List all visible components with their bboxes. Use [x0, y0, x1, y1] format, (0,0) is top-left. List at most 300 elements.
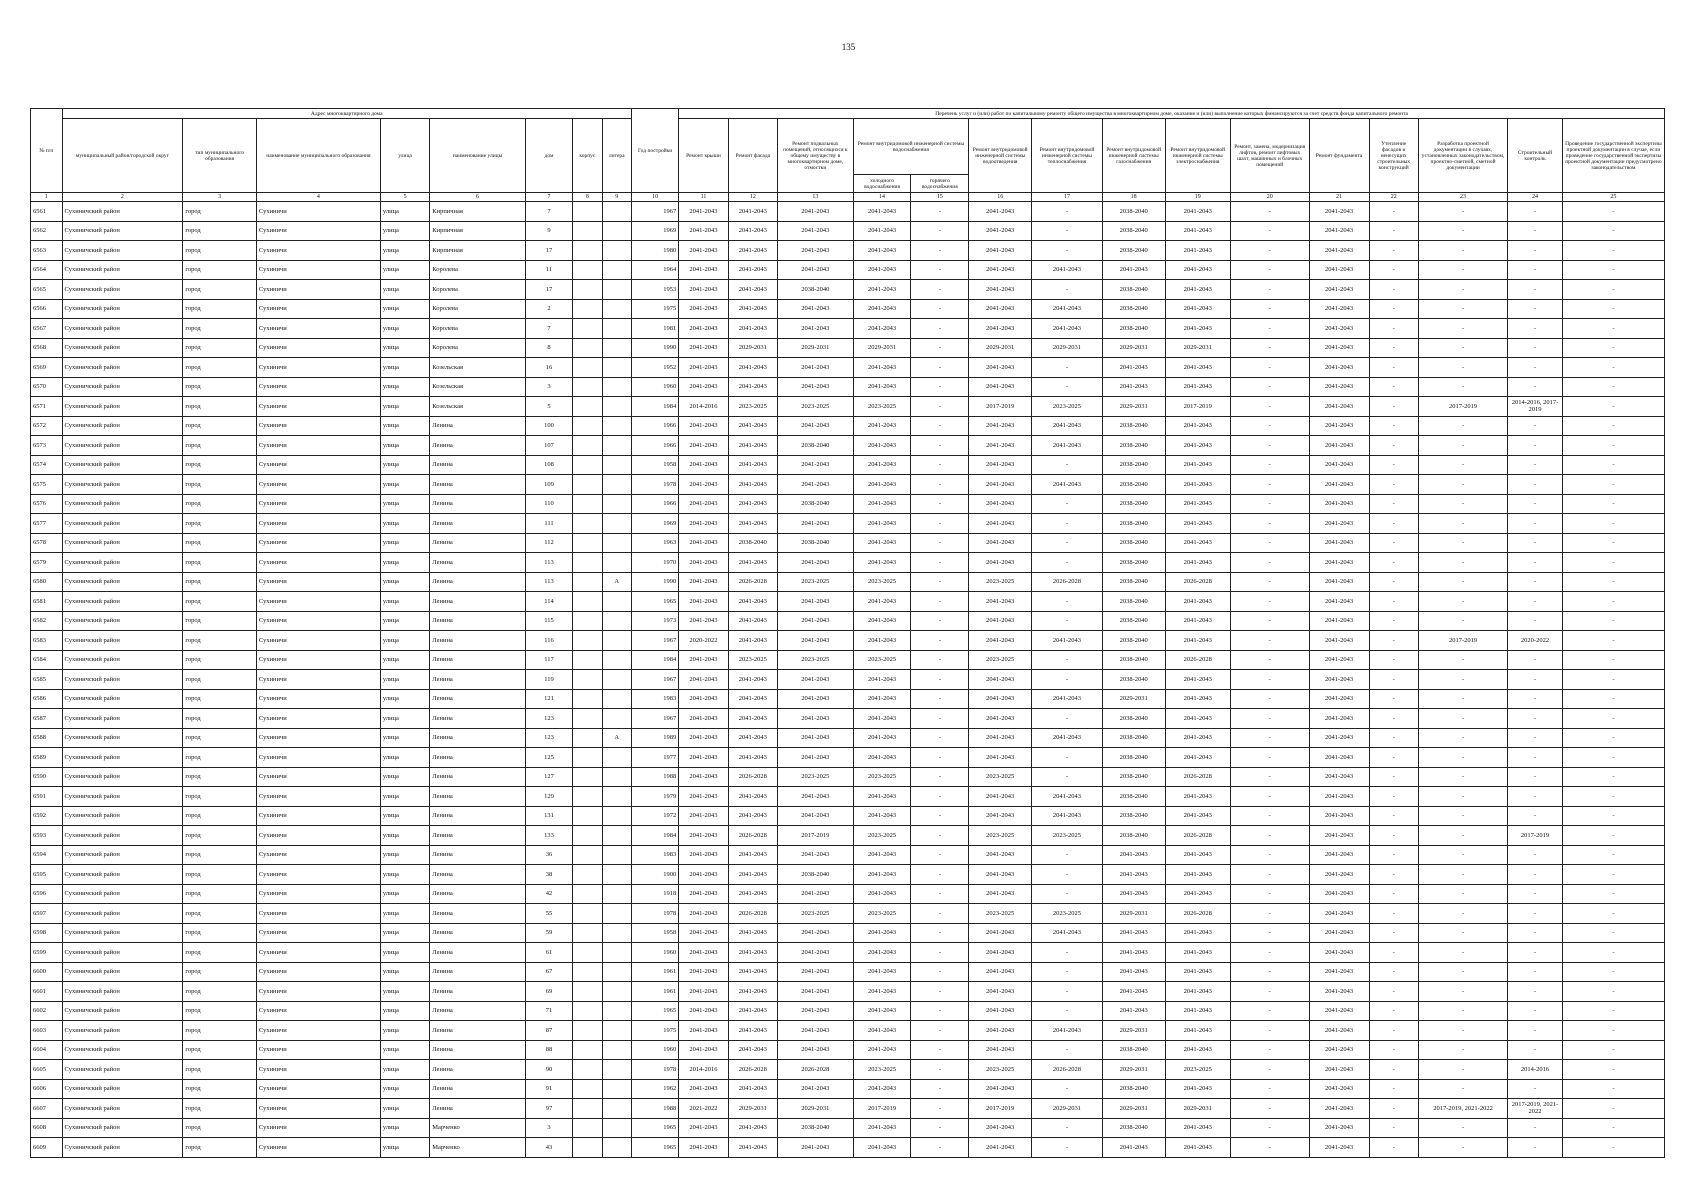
- elevators-cell: -: [1230, 260, 1309, 280]
- elevators-cell: -: [1230, 1021, 1309, 1041]
- roof-cell: 2041-2043: [679, 962, 728, 982]
- facade-cell: 2041-2043: [728, 299, 777, 319]
- roof-cell: 2041-2043: [679, 982, 728, 1002]
- municipality-type-cell: город: [183, 1040, 257, 1060]
- design-docs-cell: -: [1418, 650, 1507, 670]
- insulation-cell: -: [1369, 787, 1418, 807]
- hot-water-cell: -: [911, 884, 969, 904]
- elevators-cell: -: [1230, 670, 1309, 690]
- street-type-cell: улица: [380, 962, 429, 982]
- house-cell: 125: [525, 748, 572, 768]
- roof-cell: 2041-2043: [679, 221, 728, 241]
- state-expertise-cell: -: [1562, 767, 1664, 787]
- district-cell: Сухиничский район: [62, 1021, 183, 1041]
- building-cell: [573, 475, 602, 495]
- letter-cell: [602, 260, 631, 280]
- cold-water-cell: 2041-2043: [853, 455, 911, 475]
- elevators-cell: -: [1230, 728, 1309, 748]
- heating-cell: 2041-2043: [1032, 319, 1102, 339]
- municipality-type-cell: город: [183, 1118, 257, 1138]
- electric-cell: 2041-2043: [1165, 1021, 1230, 1041]
- municipality-name-cell: Сухиничи: [256, 904, 380, 924]
- elevators-cell: -: [1230, 1099, 1309, 1119]
- letter-cell: [602, 709, 631, 729]
- design-docs-cell: -: [1418, 338, 1507, 358]
- municipality-type-cell: город: [183, 728, 257, 748]
- street-type-cell: улица: [380, 260, 429, 280]
- district-cell: Сухиничский район: [62, 494, 183, 514]
- column-number: 4: [256, 193, 380, 202]
- electric-cell: 2041-2043: [1165, 221, 1230, 241]
- cold-water-cell: 2041-2043: [853, 689, 911, 709]
- year-cell: 1965: [631, 592, 678, 612]
- municipality-type-cell: город: [183, 572, 257, 592]
- design-docs-cell: -: [1418, 923, 1507, 943]
- gas-cell: 2041-2043: [1102, 845, 1165, 865]
- foundation-cell: 2041-2043: [1309, 1060, 1369, 1080]
- foundation-cell: 2041-2043: [1309, 280, 1369, 300]
- letter-cell: [602, 670, 631, 690]
- table-row: [31, 241, 1665, 261]
- house-cell: 42: [525, 884, 572, 904]
- letter-cell: [602, 319, 631, 339]
- letter-cell: [602, 455, 631, 475]
- col-header-district: муниципальный район/городской округ: [62, 119, 183, 193]
- table-body: [31, 202, 1665, 1158]
- basement-cell: 2041-2043: [778, 260, 854, 280]
- row-number: 6577: [31, 514, 63, 534]
- row-number: 6578: [31, 533, 63, 553]
- heating-cell: -: [1032, 280, 1102, 300]
- elevators-cell: -: [1230, 455, 1309, 475]
- table-row: [31, 1001, 1665, 1021]
- street-name-cell: Ленина: [430, 650, 526, 670]
- insulation-cell: -: [1369, 260, 1418, 280]
- letter-cell: А: [602, 728, 631, 748]
- roof-cell: 2041-2043: [679, 514, 728, 534]
- facade-cell: 2041-2043: [728, 202, 777, 222]
- gas-cell: 2041-2043: [1102, 943, 1165, 963]
- electric-cell: 2041-2043: [1165, 982, 1230, 1002]
- hot-water-cell: -: [911, 845, 969, 865]
- district-cell: Сухиничский район: [62, 416, 183, 436]
- street-name-cell: Козельская: [430, 377, 526, 397]
- municipality-name-cell: Сухиничи: [256, 962, 380, 982]
- electric-cell: 2041-2043: [1165, 709, 1230, 729]
- building-cell: [573, 455, 602, 475]
- insulation-cell: -: [1369, 709, 1418, 729]
- building-cell: [573, 943, 602, 963]
- year-cell: 1900: [631, 865, 678, 885]
- elevators-cell: -: [1230, 923, 1309, 943]
- cold-water-cell: 2023-2025: [853, 826, 911, 846]
- electric-cell: 2017-2019: [1165, 397, 1230, 417]
- basement-cell: 2029-2031: [778, 338, 854, 358]
- state-expertise-cell: -: [1562, 338, 1664, 358]
- state-expertise-cell: -: [1562, 553, 1664, 573]
- roof-cell: 2041-2043: [679, 1079, 728, 1099]
- cold-water-cell: 2041-2043: [853, 865, 911, 885]
- gas-cell: 2038-2040: [1102, 299, 1165, 319]
- drainage-cell: 2041-2043: [969, 1138, 1032, 1158]
- construction-control-cell: 2017-2019: [1508, 826, 1563, 846]
- state-expertise-cell: -: [1562, 923, 1664, 943]
- facade-cell: 2041-2043: [728, 923, 777, 943]
- street-name-cell: Ленина: [430, 865, 526, 885]
- drainage-cell: 2041-2043: [969, 962, 1032, 982]
- table-row: [31, 319, 1665, 339]
- year-cell: 1969: [631, 221, 678, 241]
- cold-water-cell: 2041-2043: [853, 1021, 911, 1041]
- letter-cell: [602, 475, 631, 495]
- hot-water-cell: -: [911, 397, 969, 417]
- letter-cell: [602, 689, 631, 709]
- gas-cell: 2038-2040: [1102, 533, 1165, 553]
- municipality-type-cell: город: [183, 650, 257, 670]
- elevators-cell: -: [1230, 943, 1309, 963]
- cold-water-cell: 2041-2043: [853, 1118, 911, 1138]
- year-cell: 1918: [631, 884, 678, 904]
- heating-cell: 2026-2028: [1032, 572, 1102, 592]
- year-cell: 1967: [631, 670, 678, 690]
- row-number: 6580: [31, 572, 63, 592]
- gas-cell: 2038-2040: [1102, 1079, 1165, 1099]
- foundation-cell: 2041-2043: [1309, 748, 1369, 768]
- column-number: 20: [1230, 193, 1309, 202]
- municipality-name-cell: Сухиничи: [256, 943, 380, 963]
- insulation-cell: -: [1369, 436, 1418, 456]
- construction-control-cell: -: [1508, 1040, 1563, 1060]
- drainage-cell: 2041-2043: [969, 865, 1032, 885]
- drainage-cell: 2023-2025: [969, 1060, 1032, 1080]
- col-header-municipality-name: наименование муниципального образования: [256, 119, 380, 193]
- letter-cell: [602, 377, 631, 397]
- construction-control-cell: -: [1508, 767, 1563, 787]
- house-cell: 2: [525, 299, 572, 319]
- cold-water-cell: 2023-2025: [853, 1060, 911, 1080]
- street-type-cell: улица: [380, 1079, 429, 1099]
- street-name-cell: Козельская: [430, 358, 526, 378]
- drainage-cell: 2041-2043: [969, 943, 1032, 963]
- basement-cell: 2026-2028: [778, 1060, 854, 1080]
- basement-cell: 2038-2040: [778, 494, 854, 514]
- design-docs-cell: -: [1418, 436, 1507, 456]
- construction-control-cell: -: [1508, 689, 1563, 709]
- basement-cell: 2041-2043: [778, 1040, 854, 1060]
- heating-cell: -: [1032, 709, 1102, 729]
- elevators-cell: -: [1230, 650, 1309, 670]
- row-number: 6596: [31, 884, 63, 904]
- hot-water-cell: -: [911, 494, 969, 514]
- electric-cell: 2041-2043: [1165, 475, 1230, 495]
- table-row: [31, 1040, 1665, 1060]
- electric-cell: 2029-2031: [1165, 338, 1230, 358]
- letter-cell: [602, 533, 631, 553]
- letter-cell: [602, 884, 631, 904]
- row-number: 6595: [31, 865, 63, 885]
- hot-water-cell: -: [911, 1060, 969, 1080]
- street-type-cell: улица: [380, 241, 429, 261]
- gas-cell: 2041-2043: [1102, 962, 1165, 982]
- municipality-name-cell: Сухиничи: [256, 787, 380, 807]
- hot-water-cell: -: [911, 377, 969, 397]
- row-number: 6607: [31, 1099, 63, 1119]
- district-cell: Сухиничский район: [62, 865, 183, 885]
- construction-control-cell: -: [1508, 748, 1563, 768]
- gas-cell: 2029-2031: [1102, 397, 1165, 417]
- building-cell: [573, 514, 602, 534]
- district-cell: Сухиничский район: [62, 767, 183, 787]
- municipality-name-cell: Сухиничи: [256, 748, 380, 768]
- table-header: [31, 109, 1665, 202]
- state-expertise-cell: -: [1562, 221, 1664, 241]
- row-number: 6590: [31, 767, 63, 787]
- building-cell: [573, 748, 602, 768]
- facade-cell: 2041-2043: [728, 475, 777, 495]
- design-docs-cell: -: [1418, 709, 1507, 729]
- cold-water-cell: 2041-2043: [853, 631, 911, 651]
- state-expertise-cell: -: [1562, 982, 1664, 1002]
- insulation-cell: -: [1369, 1001, 1418, 1021]
- house-cell: 7: [525, 202, 572, 222]
- drainage-cell: 2017-2019: [969, 397, 1032, 417]
- drainage-cell: 2041-2043: [969, 436, 1032, 456]
- building-cell: [573, 377, 602, 397]
- table-row: [31, 533, 1665, 553]
- state-expertise-cell: -: [1562, 319, 1664, 339]
- hot-water-cell: -: [911, 767, 969, 787]
- gas-cell: 2029-2031: [1102, 338, 1165, 358]
- insulation-cell: -: [1369, 670, 1418, 690]
- electric-cell: 2041-2043: [1165, 436, 1230, 456]
- letter-cell: [602, 962, 631, 982]
- facade-cell: 2041-2043: [728, 1001, 777, 1021]
- street-type-cell: улица: [380, 728, 429, 748]
- letter-cell: [602, 1021, 631, 1041]
- house-cell: 121: [525, 689, 572, 709]
- building-cell: [573, 689, 602, 709]
- municipality-type-cell: город: [183, 475, 257, 495]
- insulation-cell: -: [1369, 455, 1418, 475]
- roof-cell: 2041-2043: [679, 299, 728, 319]
- roof-cell: 2041-2043: [679, 904, 728, 924]
- municipality-type-cell: город: [183, 884, 257, 904]
- municipality-name-cell: Сухиничи: [256, 280, 380, 300]
- building-cell: [573, 1040, 602, 1060]
- municipality-name-cell: Сухиничи: [256, 1021, 380, 1041]
- state-expertise-cell: -: [1562, 1118, 1664, 1138]
- street-name-cell: Ленина: [430, 1099, 526, 1119]
- design-docs-cell: -: [1418, 572, 1507, 592]
- year-cell: 1967: [631, 709, 678, 729]
- facade-cell: 2041-2043: [728, 1118, 777, 1138]
- heating-cell: -: [1032, 1001, 1102, 1021]
- building-cell: [573, 728, 602, 748]
- col-header-heating: Ремонт внутридомовой инженерной системы теплоснабжения: [1032, 119, 1102, 193]
- cold-water-cell: 2041-2043: [853, 514, 911, 534]
- heating-cell: -: [1032, 884, 1102, 904]
- foundation-cell: 2041-2043: [1309, 1138, 1369, 1158]
- hot-water-cell: -: [911, 221, 969, 241]
- col-header-electric: Ремонт внутридомовой инженерной системы электроснабжения: [1165, 119, 1230, 193]
- facade-cell: 2041-2043: [728, 865, 777, 885]
- roof-cell: 2014-2016: [679, 397, 728, 417]
- basement-cell: 2041-2043: [778, 806, 854, 826]
- municipality-name-cell: Сухиничи: [256, 689, 380, 709]
- letter-cell: [602, 416, 631, 436]
- foundation-cell: 2041-2043: [1309, 475, 1369, 495]
- electric-cell: 2026-2028: [1165, 767, 1230, 787]
- column-number: 18: [1102, 193, 1165, 202]
- municipality-type-cell: город: [183, 631, 257, 651]
- insulation-cell: -: [1369, 241, 1418, 261]
- house-cell: 7: [525, 319, 572, 339]
- year-cell: 1983: [631, 689, 678, 709]
- hot-water-cell: -: [911, 826, 969, 846]
- repair-schedule-table-wrapper: [30, 108, 1665, 1158]
- basement-cell: 2041-2043: [778, 709, 854, 729]
- elevators-cell: -: [1230, 416, 1309, 436]
- state-expertise-cell: -: [1562, 845, 1664, 865]
- street-type-cell: улица: [380, 455, 429, 475]
- construction-control-cell: -: [1508, 650, 1563, 670]
- basement-cell: 2017-2019: [778, 826, 854, 846]
- design-docs-cell: -: [1418, 611, 1507, 631]
- letter-cell: [602, 553, 631, 573]
- district-cell: Сухиничский район: [62, 533, 183, 553]
- letter-cell: [602, 202, 631, 222]
- insulation-cell: -: [1369, 728, 1418, 748]
- table-row: [31, 826, 1665, 846]
- letter-cell: [602, 338, 631, 358]
- house-cell: 123: [525, 728, 572, 748]
- house-cell: 17: [525, 241, 572, 261]
- basement-cell: 2041-2043: [778, 611, 854, 631]
- basement-cell: 2038-2040: [778, 865, 854, 885]
- building-cell: [573, 670, 602, 690]
- table-row: [31, 767, 1665, 787]
- gas-cell: 2038-2040: [1102, 1118, 1165, 1138]
- foundation-cell: 2041-2043: [1309, 728, 1369, 748]
- elevators-cell: -: [1230, 1079, 1309, 1099]
- letter-cell: [602, 826, 631, 846]
- house-cell: 71: [525, 1001, 572, 1021]
- district-cell: Сухиничский район: [62, 299, 183, 319]
- cold-water-cell: 2023-2025: [853, 650, 911, 670]
- elevators-cell: -: [1230, 494, 1309, 514]
- house-cell: 133: [525, 826, 572, 846]
- foundation-cell: 2041-2043: [1309, 806, 1369, 826]
- design-docs-cell: -: [1418, 475, 1507, 495]
- year-cell: 1978: [631, 904, 678, 924]
- building-cell: [573, 767, 602, 787]
- foundation-cell: 2041-2043: [1309, 338, 1369, 358]
- electric-cell: 2041-2043: [1165, 202, 1230, 222]
- house-cell: 5: [525, 397, 572, 417]
- hot-water-cell: -: [911, 1001, 969, 1021]
- cold-water-cell: 2041-2043: [853, 884, 911, 904]
- gas-cell: 2038-2040: [1102, 494, 1165, 514]
- drainage-cell: 2041-2043: [969, 1001, 1032, 1021]
- street-name-cell: Ленина: [430, 631, 526, 651]
- cold-water-cell: 2041-2043: [853, 1040, 911, 1060]
- district-cell: Сухиничский район: [62, 826, 183, 846]
- street-name-cell: Ленина: [430, 1079, 526, 1099]
- table-row: [31, 1021, 1665, 1041]
- drainage-cell: 2041-2043: [969, 319, 1032, 339]
- repair-schedule-table: [30, 108, 1665, 1158]
- house-cell: 3: [525, 377, 572, 397]
- construction-control-cell: -: [1508, 943, 1563, 963]
- municipality-type-cell: город: [183, 670, 257, 690]
- facade-cell: 2041-2043: [728, 748, 777, 768]
- street-type-cell: улица: [380, 1021, 429, 1041]
- district-cell: Сухиничский район: [62, 962, 183, 982]
- design-docs-cell: -: [1418, 728, 1507, 748]
- district-cell: Сухиничский район: [62, 631, 183, 651]
- state-expertise-cell: -: [1562, 904, 1664, 924]
- municipality-type-cell: город: [183, 982, 257, 1002]
- row-number: 6575: [31, 475, 63, 495]
- basement-cell: 2041-2043: [778, 631, 854, 651]
- construction-control-cell: -: [1508, 202, 1563, 222]
- elevators-cell: -: [1230, 553, 1309, 573]
- foundation-cell: 2041-2043: [1309, 397, 1369, 417]
- heating-cell: -: [1032, 845, 1102, 865]
- roof-cell: 2041-2043: [679, 416, 728, 436]
- heating-cell: -: [1032, 943, 1102, 963]
- hot-water-cell: -: [911, 1118, 969, 1138]
- house-cell: 110: [525, 494, 572, 514]
- foundation-cell: 2041-2043: [1309, 553, 1369, 573]
- year-cell: 1975: [631, 299, 678, 319]
- municipality-name-cell: Сухиничи: [256, 377, 380, 397]
- design-docs-cell: -: [1418, 865, 1507, 885]
- municipality-type-cell: город: [183, 358, 257, 378]
- municipality-name-cell: Сухиничи: [256, 475, 380, 495]
- row-number: 6608: [31, 1118, 63, 1138]
- table-row: [31, 689, 1665, 709]
- insulation-cell: -: [1369, 397, 1418, 417]
- electric-cell: 2041-2043: [1165, 319, 1230, 339]
- electric-cell: 2041-2043: [1165, 670, 1230, 690]
- street-type-cell: улица: [380, 806, 429, 826]
- building-cell: [573, 592, 602, 612]
- municipality-name-cell: Сухиничи: [256, 397, 380, 417]
- insulation-cell: -: [1369, 572, 1418, 592]
- design-docs-cell: 2017-2019, 2021-2022: [1418, 1099, 1507, 1119]
- letter-cell: [602, 592, 631, 612]
- electric-cell: 2041-2043: [1165, 611, 1230, 631]
- design-docs-cell: -: [1418, 982, 1507, 1002]
- elevators-cell: -: [1230, 787, 1309, 807]
- drainage-cell: 2041-2043: [969, 670, 1032, 690]
- municipality-name-cell: Сухиничи: [256, 202, 380, 222]
- table-row: [31, 436, 1665, 456]
- building-cell: [573, 787, 602, 807]
- cold-water-cell: 2041-2043: [853, 416, 911, 436]
- roof-cell: 2041-2043: [679, 553, 728, 573]
- col-header-year: Год постройки: [631, 109, 678, 193]
- electric-cell: 2041-2043: [1165, 1001, 1230, 1021]
- district-cell: Сухиничский район: [62, 1118, 183, 1138]
- drainage-cell: 2041-2043: [969, 260, 1032, 280]
- house-cell: 91: [525, 1079, 572, 1099]
- drainage-cell: 2041-2043: [969, 884, 1032, 904]
- street-type-cell: улица: [380, 221, 429, 241]
- roof-cell: 2041-2043: [679, 943, 728, 963]
- col-header-building: корпус: [573, 119, 602, 193]
